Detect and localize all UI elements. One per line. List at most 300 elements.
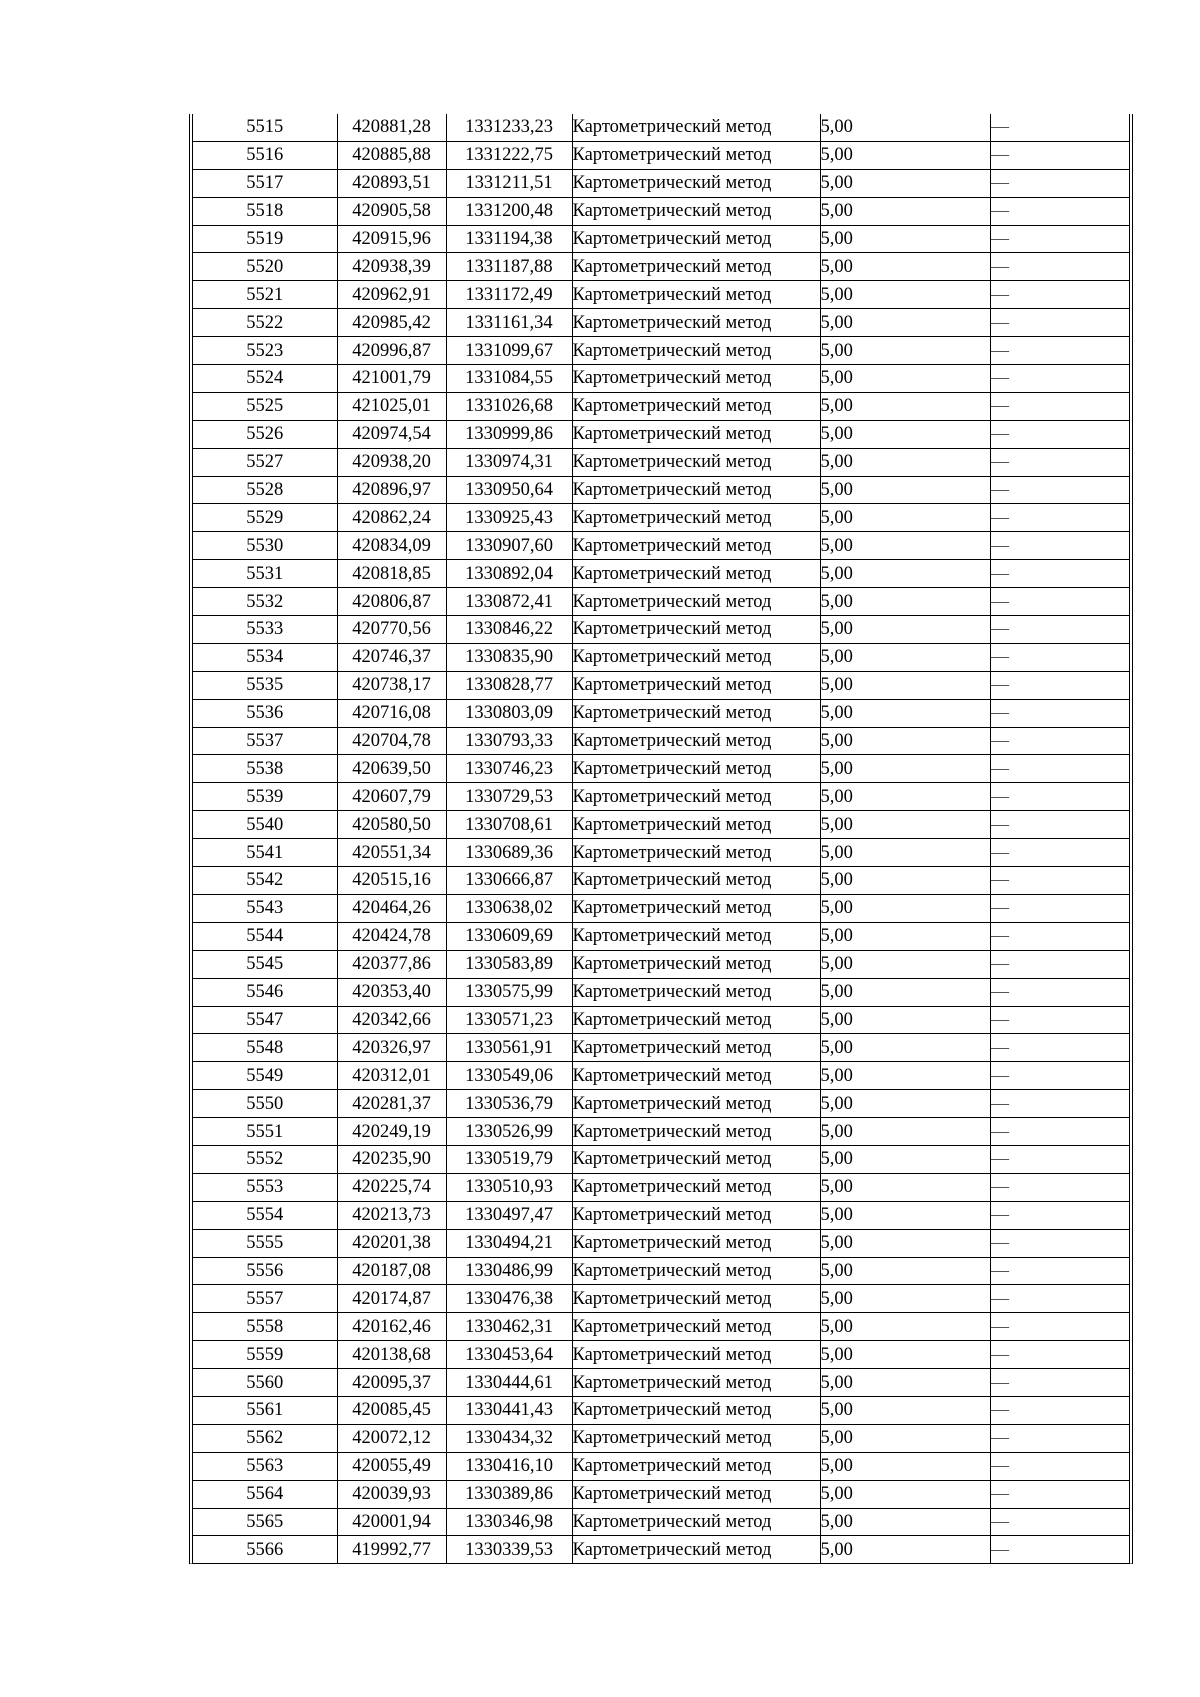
- x-coordinate-cell: 420326,97: [337, 1034, 446, 1062]
- point-number-cell: 5562: [193, 1424, 337, 1452]
- x-coordinate-cell: 420551,34: [337, 839, 446, 867]
- accuracy-cell: 5,00: [820, 699, 990, 727]
- method-cell: Картометрический метод: [572, 1369, 820, 1397]
- x-coordinate-cell: 420806,87: [337, 588, 446, 616]
- table-row: [193, 114, 1129, 141]
- method-cell: Картометрический метод: [572, 671, 820, 699]
- y-coordinate-cell: 1330708,61: [446, 811, 572, 839]
- y-coordinate-cell: 1330666,87: [446, 867, 572, 895]
- table-row: [193, 1257, 1129, 1285]
- accuracy-cell: 5,00: [820, 504, 990, 532]
- y-coordinate-cell: 1331187,88: [446, 253, 572, 281]
- note-cell: —: [990, 1229, 1129, 1257]
- note-cell: —: [990, 1480, 1129, 1508]
- accuracy-cell: 5,00: [820, 839, 990, 867]
- note-cell: —: [990, 699, 1129, 727]
- x-coordinate-cell: 421025,01: [337, 392, 446, 420]
- y-coordinate-cell: 1330549,06: [446, 1062, 572, 1090]
- x-coordinate-cell: 420281,37: [337, 1090, 446, 1118]
- accuracy-cell: 5,00: [820, 1118, 990, 1146]
- y-coordinate-cell: 1331211,51: [446, 169, 572, 197]
- note-cell: —: [990, 867, 1129, 895]
- table-row: [193, 1424, 1129, 1452]
- y-coordinate-cell: 1330583,89: [446, 950, 572, 978]
- accuracy-cell: 5,00: [820, 588, 990, 616]
- method-cell: Картометрический метод: [572, 811, 820, 839]
- point-number-cell: 5529: [193, 504, 337, 532]
- note-cell: —: [990, 1173, 1129, 1201]
- note-cell: —: [990, 1285, 1129, 1313]
- method-cell: Картометрический метод: [572, 476, 820, 504]
- method-cell: Картометрический метод: [572, 588, 820, 616]
- method-cell: Картометрический метод: [572, 1090, 820, 1118]
- method-cell: Картометрический метод: [572, 894, 820, 922]
- y-coordinate-cell: 1330561,91: [446, 1034, 572, 1062]
- accuracy-cell: 5,00: [820, 643, 990, 671]
- table-row: [193, 337, 1129, 365]
- y-coordinate-cell: 1330828,77: [446, 671, 572, 699]
- x-coordinate-cell: 420342,66: [337, 1006, 446, 1034]
- x-coordinate-cell: 420001,94: [337, 1508, 446, 1536]
- note-cell: —: [990, 225, 1129, 253]
- y-coordinate-cell: 1330462,31: [446, 1313, 572, 1341]
- method-cell: Картометрический метод: [572, 337, 820, 365]
- accuracy-cell: 5,00: [820, 1285, 990, 1313]
- x-coordinate-cell: 420424,78: [337, 922, 446, 950]
- x-coordinate-cell: 420072,12: [337, 1424, 446, 1452]
- point-number-cell: 5521: [193, 281, 337, 309]
- note-cell: —: [990, 365, 1129, 393]
- point-number-cell: 5558: [193, 1313, 337, 1341]
- table-row: [193, 281, 1129, 309]
- y-coordinate-cell: 1330638,02: [446, 894, 572, 922]
- method-cell: Картометрический метод: [572, 141, 820, 169]
- accuracy-cell: 5,00: [820, 281, 990, 309]
- accuracy-cell: 5,00: [820, 894, 990, 922]
- table-row: [193, 922, 1129, 950]
- method-cell: Картометрический метод: [572, 950, 820, 978]
- x-coordinate-cell: 420881,28: [337, 114, 446, 141]
- method-cell: Картометрический метод: [572, 1034, 820, 1062]
- y-coordinate-cell: 1330974,31: [446, 448, 572, 476]
- note-cell: —: [990, 1341, 1129, 1369]
- y-coordinate-cell: 1330536,79: [446, 1090, 572, 1118]
- table-row: [193, 1341, 1129, 1369]
- point-number-cell: 5540: [193, 811, 337, 839]
- method-cell: Картометрический метод: [572, 783, 820, 811]
- method-cell: Картометрический метод: [572, 169, 820, 197]
- accuracy-cell: 5,00: [820, 392, 990, 420]
- note-cell: —: [990, 532, 1129, 560]
- x-coordinate-cell: 420249,19: [337, 1118, 446, 1146]
- method-cell: Картометрический метод: [572, 504, 820, 532]
- x-coordinate-cell: 420377,86: [337, 950, 446, 978]
- note-cell: —: [990, 141, 1129, 169]
- method-cell: Картометрический метод: [572, 1201, 820, 1229]
- accuracy-cell: 5,00: [820, 169, 990, 197]
- method-cell: Картометрический метод: [572, 1536, 820, 1563]
- point-number-cell: 5563: [193, 1452, 337, 1480]
- accuracy-cell: 5,00: [820, 1452, 990, 1480]
- x-coordinate-cell: 421001,79: [337, 365, 446, 393]
- accuracy-cell: 5,00: [820, 114, 990, 141]
- y-coordinate-cell: 1330803,09: [446, 699, 572, 727]
- table-row: [193, 476, 1129, 504]
- accuracy-cell: 5,00: [820, 1229, 990, 1257]
- note-cell: —: [990, 281, 1129, 309]
- x-coordinate-cell: 420818,85: [337, 560, 446, 588]
- y-coordinate-cell: 1330486,99: [446, 1257, 572, 1285]
- method-cell: Картометрический метод: [572, 392, 820, 420]
- point-number-cell: 5517: [193, 169, 337, 197]
- note-cell: —: [990, 337, 1129, 365]
- point-number-cell: 5539: [193, 783, 337, 811]
- accuracy-cell: 5,00: [820, 197, 990, 225]
- note-cell: —: [990, 1118, 1129, 1146]
- method-cell: Картометрический метод: [572, 1313, 820, 1341]
- method-cell: Картометрический метод: [572, 225, 820, 253]
- table-row: [193, 867, 1129, 895]
- point-number-cell: 5552: [193, 1145, 337, 1173]
- y-coordinate-cell: 1330746,23: [446, 755, 572, 783]
- table-row: [193, 839, 1129, 867]
- note-cell: —: [990, 671, 1129, 699]
- x-coordinate-cell: 420515,16: [337, 867, 446, 895]
- point-number-cell: 5538: [193, 755, 337, 783]
- x-coordinate-cell: 420962,91: [337, 281, 446, 309]
- accuracy-cell: 5,00: [820, 1341, 990, 1369]
- table-row: [193, 643, 1129, 671]
- note-cell: —: [990, 1424, 1129, 1452]
- y-coordinate-cell: 1330453,64: [446, 1341, 572, 1369]
- note-cell: —: [990, 309, 1129, 337]
- y-coordinate-cell: 1330999,86: [446, 420, 572, 448]
- method-cell: Картометрический метод: [572, 1285, 820, 1313]
- x-coordinate-cell: 420187,08: [337, 1257, 446, 1285]
- method-cell: Картометрический метод: [572, 839, 820, 867]
- note-cell: —: [990, 1090, 1129, 1118]
- y-coordinate-cell: 1331161,34: [446, 309, 572, 337]
- table-row: [193, 532, 1129, 560]
- point-number-cell: 5551: [193, 1118, 337, 1146]
- x-coordinate-cell: 420225,74: [337, 1173, 446, 1201]
- accuracy-cell: 5,00: [820, 1369, 990, 1397]
- x-coordinate-cell: 420095,37: [337, 1369, 446, 1397]
- point-number-cell: 5548: [193, 1034, 337, 1062]
- point-number-cell: 5530: [193, 532, 337, 560]
- x-coordinate-cell: 420885,88: [337, 141, 446, 169]
- x-coordinate-cell: 420235,90: [337, 1145, 446, 1173]
- coordinates-table: [193, 114, 1129, 1563]
- y-coordinate-cell: 1330389,86: [446, 1480, 572, 1508]
- method-cell: Картометрический метод: [572, 253, 820, 281]
- note-cell: —: [990, 839, 1129, 867]
- note-cell: —: [990, 1062, 1129, 1090]
- point-number-cell: 5545: [193, 950, 337, 978]
- y-coordinate-cell: 1331194,38: [446, 225, 572, 253]
- accuracy-cell: 5,00: [820, 560, 990, 588]
- y-coordinate-cell: 1330346,98: [446, 1508, 572, 1536]
- point-number-cell: 5535: [193, 671, 337, 699]
- x-coordinate-cell: 420716,08: [337, 699, 446, 727]
- y-coordinate-cell: 1330846,22: [446, 616, 572, 644]
- table-row: [193, 950, 1129, 978]
- y-coordinate-cell: 1330907,60: [446, 532, 572, 560]
- accuracy-cell: 5,00: [820, 811, 990, 839]
- point-number-cell: 5527: [193, 448, 337, 476]
- point-number-cell: 5520: [193, 253, 337, 281]
- y-coordinate-cell: 1330416,10: [446, 1452, 572, 1480]
- x-coordinate-cell: 420862,24: [337, 504, 446, 532]
- table-row: [193, 1118, 1129, 1146]
- y-coordinate-cell: 1331233,23: [446, 114, 572, 141]
- note-cell: —: [990, 169, 1129, 197]
- accuracy-cell: 5,00: [820, 1173, 990, 1201]
- table-row: [193, 141, 1129, 169]
- table-row: [193, 978, 1129, 1006]
- note-cell: —: [990, 448, 1129, 476]
- point-number-cell: 5546: [193, 978, 337, 1006]
- y-coordinate-cell: 1331172,49: [446, 281, 572, 309]
- note-cell: —: [990, 1313, 1129, 1341]
- note-cell: —: [990, 978, 1129, 1006]
- accuracy-cell: 5,00: [820, 1508, 990, 1536]
- table-row: [193, 365, 1129, 393]
- accuracy-cell: 5,00: [820, 1424, 990, 1452]
- note-cell: —: [990, 392, 1129, 420]
- point-number-cell: 5526: [193, 420, 337, 448]
- method-cell: Картометрический метод: [572, 699, 820, 727]
- method-cell: Картометрический метод: [572, 1341, 820, 1369]
- note-cell: —: [990, 253, 1129, 281]
- y-coordinate-cell: 1330444,61: [446, 1369, 572, 1397]
- x-coordinate-cell: 420085,45: [337, 1396, 446, 1424]
- table-row: [193, 894, 1129, 922]
- x-coordinate-cell: 420974,54: [337, 420, 446, 448]
- point-number-cell: 5516: [193, 141, 337, 169]
- accuracy-cell: 5,00: [820, 1034, 990, 1062]
- accuracy-cell: 5,00: [820, 616, 990, 644]
- method-cell: Картометрический метод: [572, 1257, 820, 1285]
- table-row: [193, 811, 1129, 839]
- note-cell: —: [990, 643, 1129, 671]
- point-number-cell: 5519: [193, 225, 337, 253]
- method-cell: Картометрический метод: [572, 1118, 820, 1146]
- method-cell: Картометрический метод: [572, 1229, 820, 1257]
- y-coordinate-cell: 1330575,99: [446, 978, 572, 1006]
- method-cell: Картометрический метод: [572, 1062, 820, 1090]
- method-cell: Картометрический метод: [572, 309, 820, 337]
- accuracy-cell: 5,00: [820, 978, 990, 1006]
- table-row: [193, 1034, 1129, 1062]
- note-cell: —: [990, 1006, 1129, 1034]
- point-number-cell: 5549: [193, 1062, 337, 1090]
- accuracy-cell: 5,00: [820, 867, 990, 895]
- y-coordinate-cell: 1330571,23: [446, 1006, 572, 1034]
- note-cell: —: [990, 420, 1129, 448]
- x-coordinate-cell: 420464,26: [337, 894, 446, 922]
- method-cell: Картометрический метод: [572, 755, 820, 783]
- note-cell: —: [990, 476, 1129, 504]
- point-number-cell: 5523: [193, 337, 337, 365]
- table-row: [193, 225, 1129, 253]
- x-coordinate-cell: 420896,97: [337, 476, 446, 504]
- x-coordinate-cell: 420213,73: [337, 1201, 446, 1229]
- method-cell: Картометрический метод: [572, 1396, 820, 1424]
- accuracy-cell: 5,00: [820, 1062, 990, 1090]
- accuracy-cell: 5,00: [820, 727, 990, 755]
- method-cell: Картометрический метод: [572, 727, 820, 755]
- point-number-cell: 5537: [193, 727, 337, 755]
- method-cell: Картометрический метод: [572, 616, 820, 644]
- note-cell: —: [990, 504, 1129, 532]
- method-cell: Картометрический метод: [572, 448, 820, 476]
- accuracy-cell: 5,00: [820, 1145, 990, 1173]
- accuracy-cell: 5,00: [820, 448, 990, 476]
- table-row: [193, 727, 1129, 755]
- accuracy-cell: 5,00: [820, 950, 990, 978]
- x-coordinate-cell: 420039,93: [337, 1480, 446, 1508]
- x-coordinate-cell: 420746,37: [337, 643, 446, 671]
- x-coordinate-cell: 420770,56: [337, 616, 446, 644]
- method-cell: Картометрический метод: [572, 867, 820, 895]
- accuracy-cell: 5,00: [820, 337, 990, 365]
- table-body: [193, 114, 1129, 1563]
- table-row: [193, 1229, 1129, 1257]
- method-cell: Картометрический метод: [572, 532, 820, 560]
- method-cell: Картометрический метод: [572, 420, 820, 448]
- point-number-cell: 5541: [193, 839, 337, 867]
- point-number-cell: 5557: [193, 1285, 337, 1313]
- note-cell: —: [990, 197, 1129, 225]
- point-number-cell: 5534: [193, 643, 337, 671]
- table-row: [193, 1201, 1129, 1229]
- table-row: [193, 1452, 1129, 1480]
- accuracy-cell: 5,00: [820, 1090, 990, 1118]
- x-coordinate-cell: 420138,68: [337, 1341, 446, 1369]
- note-cell: —: [990, 755, 1129, 783]
- accuracy-cell: 5,00: [820, 225, 990, 253]
- table-row: [193, 392, 1129, 420]
- method-cell: Картометрический метод: [572, 1480, 820, 1508]
- point-number-cell: 5522: [193, 309, 337, 337]
- accuracy-cell: 5,00: [820, 1536, 990, 1563]
- note-cell: —: [990, 922, 1129, 950]
- table-row: [193, 1285, 1129, 1313]
- note-cell: —: [990, 811, 1129, 839]
- point-number-cell: 5554: [193, 1201, 337, 1229]
- x-coordinate-cell: 420738,17: [337, 671, 446, 699]
- point-number-cell: 5528: [193, 476, 337, 504]
- note-cell: —: [990, 1396, 1129, 1424]
- table-row: [193, 1313, 1129, 1341]
- x-coordinate-cell: 420162,46: [337, 1313, 446, 1341]
- point-number-cell: 5553: [193, 1173, 337, 1201]
- accuracy-cell: 5,00: [820, 922, 990, 950]
- x-coordinate-cell: 420893,51: [337, 169, 446, 197]
- table-row: [193, 420, 1129, 448]
- accuracy-cell: 5,00: [820, 309, 990, 337]
- table-row: [193, 616, 1129, 644]
- table-row: [193, 783, 1129, 811]
- method-cell: Картометрический метод: [572, 197, 820, 225]
- x-coordinate-cell: 420607,79: [337, 783, 446, 811]
- note-cell: —: [990, 1034, 1129, 1062]
- note-cell: —: [990, 1201, 1129, 1229]
- method-cell: Картометрический метод: [572, 1452, 820, 1480]
- accuracy-cell: 5,00: [820, 532, 990, 560]
- table-row: [193, 448, 1129, 476]
- accuracy-cell: 5,00: [820, 365, 990, 393]
- table-row: [193, 309, 1129, 337]
- accuracy-cell: 5,00: [820, 671, 990, 699]
- point-number-cell: 5560: [193, 1369, 337, 1397]
- note-cell: —: [990, 1145, 1129, 1173]
- point-number-cell: 5536: [193, 699, 337, 727]
- x-coordinate-cell: 420639,50: [337, 755, 446, 783]
- point-number-cell: 5518: [193, 197, 337, 225]
- note-cell: —: [990, 1369, 1129, 1397]
- note-cell: —: [990, 1257, 1129, 1285]
- table-row: [193, 1062, 1129, 1090]
- accuracy-cell: 5,00: [820, 420, 990, 448]
- y-coordinate-cell: 1330689,36: [446, 839, 572, 867]
- table-row: [193, 671, 1129, 699]
- point-number-cell: 5533: [193, 616, 337, 644]
- note-cell: —: [990, 560, 1129, 588]
- y-coordinate-cell: 1330793,33: [446, 727, 572, 755]
- method-cell: Картометрический метод: [572, 1145, 820, 1173]
- accuracy-cell: 5,00: [820, 783, 990, 811]
- point-number-cell: 5556: [193, 1257, 337, 1285]
- point-number-cell: 5550: [193, 1090, 337, 1118]
- table-row: [193, 1480, 1129, 1508]
- y-coordinate-cell: 1331084,55: [446, 365, 572, 393]
- table-row: [193, 1173, 1129, 1201]
- note-cell: —: [990, 117, 1009, 138]
- x-coordinate-cell: 420580,50: [337, 811, 446, 839]
- table-row: [193, 1090, 1129, 1118]
- note-cell: —: [990, 950, 1129, 978]
- x-coordinate-cell: 420915,96: [337, 225, 446, 253]
- note-cell: —: [990, 616, 1129, 644]
- x-coordinate-cell: 420996,87: [337, 337, 446, 365]
- method-cell: Картометрический метод: [572, 365, 820, 393]
- method-cell: Картометрический метод: [572, 1006, 820, 1034]
- x-coordinate-cell: 420985,42: [337, 309, 446, 337]
- note-cell: —: [990, 783, 1129, 811]
- table-row: [193, 1006, 1129, 1034]
- y-coordinate-cell: 1331200,48: [446, 197, 572, 225]
- point-number-cell: 5543: [193, 894, 337, 922]
- x-coordinate-cell: 420201,38: [337, 1229, 446, 1257]
- accuracy-cell: 5,00: [820, 141, 990, 169]
- x-coordinate-cell: 420174,87: [337, 1285, 446, 1313]
- method-cell: Картометрический метод: [572, 1424, 820, 1452]
- accuracy-cell: 5,00: [820, 1257, 990, 1285]
- point-number-cell: 5555: [193, 1229, 337, 1257]
- method-cell: Картометрический метод: [572, 922, 820, 950]
- y-coordinate-cell: 1330339,53: [446, 1536, 572, 1563]
- y-coordinate-cell: 1330925,43: [446, 504, 572, 532]
- accuracy-cell: 5,00: [820, 1201, 990, 1229]
- x-coordinate-cell: 420905,58: [337, 197, 446, 225]
- y-coordinate-cell: 1330950,64: [446, 476, 572, 504]
- note-cell: —: [990, 1508, 1129, 1536]
- method-cell: Картометрический метод: [572, 281, 820, 309]
- method-cell: Картометрический метод: [572, 643, 820, 671]
- x-coordinate-cell: 420938,39: [337, 253, 446, 281]
